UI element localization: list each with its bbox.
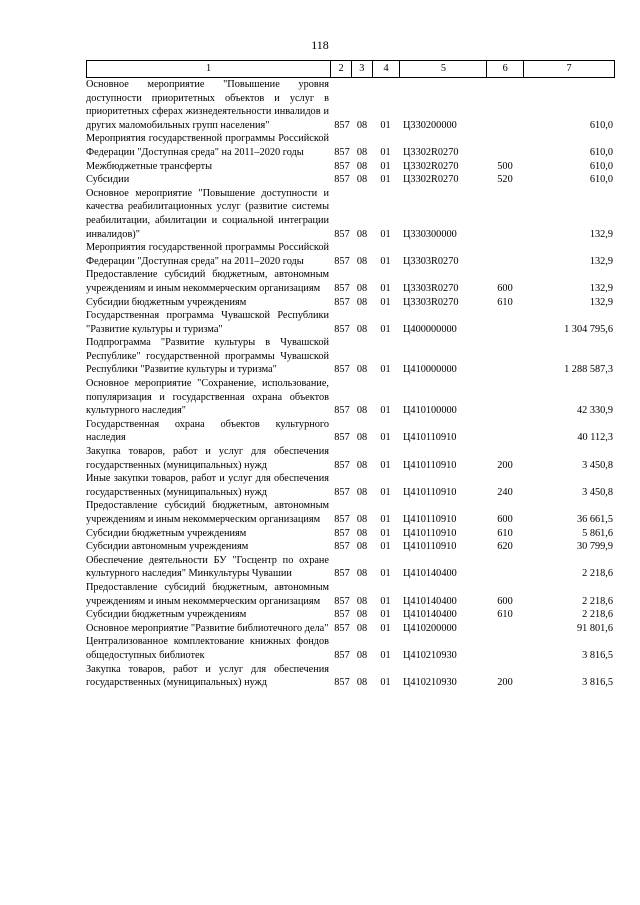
row-target-article: Ц410140400	[403, 609, 457, 621]
table-row	[86, 622, 615, 636]
row-description: Субсидии бюджетным учреждениям	[86, 609, 247, 621]
table-header	[86, 60, 615, 78]
row-description: Субсидии бюджетным учреждениям	[86, 527, 247, 539]
row-ministry-code: 857	[334, 323, 350, 335]
row-target-article: Ц410200000	[403, 622, 457, 634]
row-target-article: Ц410100000	[403, 405, 457, 417]
row-description: Предоставление субсидий бюджетным, автономным учреждениям и иным некоммерческим организациям	[86, 269, 329, 294]
row-section: 08	[356, 364, 368, 376]
row-section: 08	[356, 622, 368, 634]
row-amount: 1 304 795,6	[564, 323, 613, 335]
row-amount: 91 801,6	[576, 622, 613, 634]
row-section: 08	[356, 146, 368, 158]
row-description: Государственная охрана объектов культурного наследия	[86, 418, 329, 444]
table-row	[86, 309, 615, 336]
row-description: Предоставление субсидий бюджетным, автономным учреждениям и иным некоммерческим организациям	[86, 581, 329, 607]
row-description: Субсидии бюджетным учреждениям	[86, 296, 247, 308]
row-subsection: 01	[380, 364, 391, 376]
row-subsection: 01	[380, 146, 391, 158]
row-amount: 40 112,3	[577, 432, 613, 444]
column-header: 6	[486, 61, 523, 77]
row-target-article: Ц3302R0270	[403, 160, 459, 172]
row-ministry-code: 857	[334, 432, 350, 444]
row-expense-type: 600	[497, 595, 513, 607]
row-section: 08	[356, 119, 368, 131]
table-row	[86, 663, 615, 690]
row-ministry-code: 857	[334, 146, 350, 158]
row-amount: 42 330,9	[576, 405, 613, 417]
table-row	[86, 173, 615, 187]
row-expense-type: 610	[497, 527, 513, 539]
row-target-article: Ц3303R0270	[403, 255, 459, 267]
row-subsection: 01	[380, 119, 391, 131]
row-ministry-code: 857	[334, 296, 350, 308]
row-section: 08	[356, 568, 368, 580]
column-header: 2	[330, 61, 351, 77]
row-subsection: 01	[380, 514, 391, 525]
row-target-article: Ц3303R0270	[403, 282, 459, 294]
table-row	[86, 377, 615, 418]
row-amount: 30 799,9	[576, 541, 613, 553]
row-description: Основное мероприятие "Сохранение, использование, популяризация и государственная охрана объектов культурного наследия"	[86, 378, 329, 417]
row-target-article: Ц330200000	[403, 119, 457, 131]
row-ministry-code: 857	[334, 282, 350, 294]
row-amount: 3 450,8	[582, 486, 613, 498]
row-ministry-code: 857	[334, 527, 350, 539]
row-ministry-code: 857	[334, 541, 350, 553]
row-ministry-code: 857	[334, 568, 350, 580]
table-row	[86, 472, 615, 499]
row-section: 08	[356, 432, 368, 444]
row-section: 08	[356, 609, 368, 621]
row-ministry-code: 857	[334, 405, 350, 417]
column-header: 5	[399, 61, 486, 77]
row-subsection: 01	[380, 568, 391, 580]
row-section: 08	[356, 527, 368, 539]
row-target-article: Ц410140400	[403, 595, 457, 607]
row-target-article: Ц410110910	[403, 432, 457, 444]
row-ministry-code: 857	[334, 255, 350, 267]
row-target-article: Ц410110910	[403, 514, 457, 525]
row-amount: 132,9	[589, 255, 613, 267]
row-description: Государственная программа Чувашской Республики "Развитие культуры и туризма"	[86, 310, 329, 335]
table-row	[86, 268, 615, 295]
row-target-article: Ц3303R0270	[403, 296, 459, 308]
table-row	[86, 418, 615, 445]
row-description: Мероприятия государственной программы Российской Федерации "Доступная среда" на 2011–2020 годы	[86, 242, 329, 267]
row-ministry-code: 857	[334, 595, 350, 607]
row-amount: 132,9	[589, 296, 613, 308]
table-row	[86, 499, 615, 526]
row-target-article: Ц3302R0270	[403, 174, 459, 186]
table-row	[86, 581, 615, 608]
row-target-article: Ц410110910	[403, 486, 457, 498]
row-description: Субсидии автономным учреждениям	[86, 541, 249, 553]
row-amount: 132,9	[589, 282, 613, 294]
row-target-article: Ц410110910	[403, 459, 457, 471]
row-amount: 610,0	[589, 146, 613, 158]
row-target-article: Ц3302R0270	[403, 146, 459, 158]
row-description: Централизованное комплектование книжных фондов общедоступных библиотек	[86, 636, 329, 661]
row-description: Межбюджетные трансферты	[86, 160, 213, 172]
row-ministry-code: 857	[334, 364, 350, 376]
row-expense-type: 500	[497, 160, 513, 172]
row-subsection: 01	[380, 282, 391, 294]
table-row	[86, 635, 615, 662]
row-description: Подпрограмма "Развитие культуры в Чувашской Республике" государственной программы Чувашской Республики "Развитие культуры и туризма"	[86, 337, 329, 376]
row-amount: 3 816,5	[582, 649, 613, 661]
row-expense-type: 200	[497, 677, 513, 689]
row-subsection: 01	[380, 174, 391, 186]
row-description: Основное мероприятие "Повышение доступности и качества реабилитационных услуг (развитие системы реабилитации, абилитации и социальной интеграции инвалидов)"	[86, 187, 329, 240]
row-section: 08	[356, 255, 368, 267]
table-row	[86, 445, 615, 472]
row-subsection: 01	[380, 541, 391, 553]
table-row	[86, 241, 615, 268]
row-amount: 2 218,6	[582, 595, 613, 607]
row-amount: 1 288 587,3	[564, 364, 613, 376]
row-amount: 2 218,6	[582, 568, 613, 580]
row-ministry-code: 857	[334, 228, 350, 240]
row-description: Субсидии	[86, 174, 130, 186]
row-description: Мероприятия государственной программы Российской Федерации "Доступная среда" на 2011–2020 годы	[86, 133, 329, 158]
row-target-article: Ц400000000	[403, 323, 457, 335]
row-subsection: 01	[380, 527, 391, 539]
row-subsection: 01	[380, 432, 391, 444]
row-target-article: Ц410210930	[403, 649, 457, 661]
row-expense-type: 620	[497, 541, 513, 553]
row-ministry-code: 857	[334, 622, 350, 634]
row-description: Иные закупки товаров, работ и услуг для обеспечения государственных (муниципальных) нужд	[86, 473, 329, 498]
row-ministry-code: 857	[334, 609, 350, 621]
row-subsection: 01	[380, 459, 391, 471]
row-ministry-code: 857	[334, 174, 350, 186]
row-expense-type: 600	[497, 282, 513, 294]
row-section: 08	[356, 459, 368, 471]
column-header: 7	[523, 61, 614, 77]
row-expense-type: 610	[497, 296, 513, 308]
row-ministry-code: 857	[334, 119, 350, 131]
row-section: 08	[356, 541, 368, 553]
row-target-article: Ц410140400	[403, 568, 457, 580]
row-target-article: Ц410110910	[403, 541, 457, 553]
row-target-article: Ц410000000	[403, 364, 457, 376]
table-row	[86, 336, 615, 377]
row-amount: 36 661,5	[576, 514, 613, 525]
row-section: 08	[356, 282, 368, 294]
row-amount: 2 218,6	[582, 609, 613, 621]
page-number: 118	[311, 38, 329, 52]
row-section: 08	[356, 486, 368, 498]
row-section: 08	[356, 649, 368, 661]
row-subsection: 01	[380, 622, 391, 634]
table-row	[86, 554, 615, 581]
row-ministry-code: 857	[334, 514, 350, 525]
row-subsection: 01	[380, 255, 391, 267]
row-ministry-code: 857	[334, 677, 350, 689]
row-expense-type: 610	[497, 609, 513, 621]
row-subsection: 01	[380, 609, 391, 621]
table-row	[86, 608, 615, 622]
row-expense-type: 600	[497, 514, 513, 525]
column-header: 1	[206, 63, 212, 74]
table-row	[86, 78, 615, 132]
row-section: 08	[356, 323, 368, 335]
row-expense-type: 240	[497, 486, 513, 498]
row-section: 08	[356, 160, 368, 172]
row-subsection: 01	[380, 677, 391, 689]
table-body	[86, 78, 615, 690]
row-section: 08	[356, 677, 368, 689]
row-amount: 3 816,5	[582, 677, 613, 689]
row-amount: 3 450,8	[582, 459, 613, 471]
table-row	[86, 187, 615, 241]
row-subsection: 01	[380, 649, 391, 661]
row-ministry-code: 857	[334, 459, 350, 471]
row-subsection: 01	[380, 323, 391, 335]
row-amount: 610,0	[589, 119, 613, 131]
row-description: Закупка товаров, работ и услуг для обеспечения государственных (муниципальных) нужд	[86, 663, 329, 689]
row-amount: 5 861,6	[582, 527, 613, 539]
table-row	[86, 296, 615, 310]
row-ministry-code: 857	[334, 486, 350, 498]
table-row	[86, 540, 615, 554]
table-row	[86, 527, 615, 541]
row-amount: 610,0	[589, 160, 613, 172]
row-section: 08	[356, 296, 368, 308]
row-section: 08	[356, 405, 368, 417]
row-subsection: 01	[380, 486, 391, 498]
row-target-article: Ц330300000	[403, 228, 457, 240]
table-row	[86, 132, 615, 159]
row-ministry-code: 857	[334, 649, 350, 661]
row-expense-type: 200	[497, 459, 513, 471]
row-amount: 132,9	[589, 228, 613, 240]
row-expense-type: 520	[497, 174, 513, 186]
row-section: 08	[356, 514, 368, 525]
row-description: Предоставление субсидий бюджетным, автономным учреждениям и иным некоммерческим организациям	[86, 500, 329, 525]
row-subsection: 01	[380, 228, 391, 240]
row-subsection: 01	[380, 160, 391, 172]
row-subsection: 01	[380, 405, 391, 417]
row-description: Основное мероприятие "Развитие библиотечного дела"	[86, 622, 329, 634]
row-target-article: Ц410110910	[403, 527, 457, 539]
row-ministry-code: 857	[334, 160, 350, 172]
row-amount: 610,0	[589, 174, 613, 186]
row-section: 08	[356, 595, 368, 607]
row-section: 08	[356, 228, 368, 240]
budget-table	[86, 60, 615, 690]
column-header: 3	[351, 61, 372, 77]
row-section: 08	[356, 174, 368, 186]
row-target-article: Ц410210930	[403, 677, 457, 689]
row-subsection: 01	[380, 595, 391, 607]
column-header: 4	[372, 61, 400, 77]
row-description: Закупка товаров, работ и услуг для обеспечения государственных (муниципальных) нужд	[86, 446, 329, 471]
row-description: Обеспечение деятельности БУ "Госцентр по охране культурного наследия" Минкультуры Чувашии	[86, 554, 329, 580]
table-row	[86, 160, 615, 174]
row-subsection: 01	[380, 296, 391, 308]
row-description: Основное мероприятие "Повышение уровня доступности приоритетных объектов и услуг в приоритетных сферах жизнедеятельности инвалидов и других маломобильных групп населения"	[86, 79, 329, 131]
